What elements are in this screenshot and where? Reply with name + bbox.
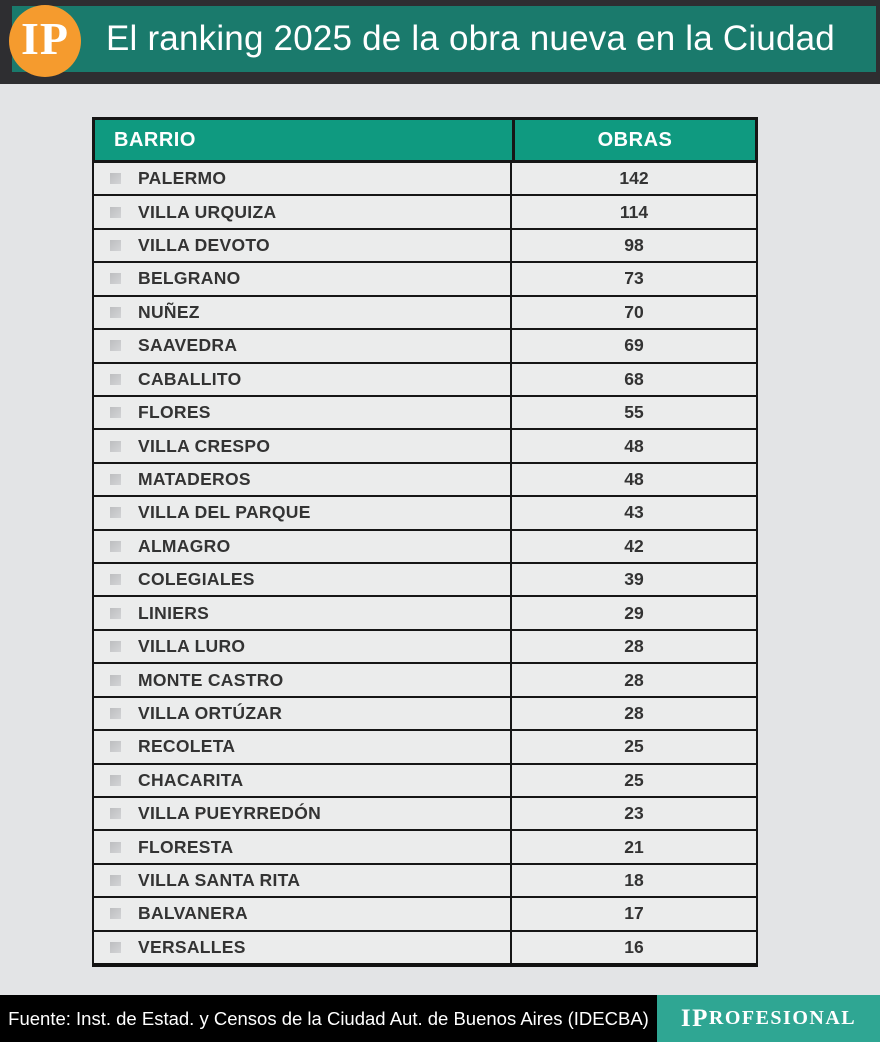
source-note: Fuente: Inst. de Estad. y Censos de la Ciudad Aut. de Buenos Aires (IDECBA)	[0, 995, 657, 1042]
barrio-cell	[94, 932, 512, 963]
square-bullet-icon	[110, 775, 121, 786]
barrio-name: RECOLETA	[138, 736, 236, 757]
obras-value: 21	[624, 836, 644, 857]
barrio-cell	[94, 196, 512, 227]
table-row	[94, 597, 756, 630]
obras-cell	[512, 798, 756, 829]
barrio-cell	[94, 497, 512, 528]
barrio-name: CHACARITA	[138, 769, 244, 790]
table-row	[94, 163, 756, 196]
barrio-name: NUÑEZ	[138, 301, 200, 322]
obras-cell	[512, 196, 756, 227]
barrio-name: BELGRANO	[138, 268, 241, 289]
obras-value: 17	[624, 903, 644, 924]
barrio-name: VILLA DEL PARQUE	[138, 502, 311, 523]
obras-value: 68	[624, 368, 644, 389]
obras-value: 73	[624, 268, 644, 289]
barrio-cell	[94, 831, 512, 862]
iprofesional-logo	[657, 995, 880, 1042]
table-row	[94, 865, 756, 898]
obras-cell	[512, 497, 756, 528]
square-bullet-icon	[110, 441, 121, 452]
column-header-barrio	[95, 120, 515, 160]
obras-cell	[512, 330, 756, 361]
barrio-name: SAAVEDRA	[138, 335, 238, 356]
barrio-name: BALVANERA	[138, 903, 248, 924]
table-row	[94, 564, 756, 597]
obras-cell	[512, 464, 756, 495]
obras-value: 28	[624, 636, 644, 657]
square-bullet-icon	[110, 541, 121, 552]
barrio-cell	[94, 230, 512, 261]
table-row	[94, 430, 756, 463]
obras-value: 28	[624, 702, 644, 723]
obras-cell	[512, 597, 756, 628]
square-bullet-icon	[110, 407, 121, 418]
obras-value: 48	[624, 435, 644, 456]
square-bullet-icon	[110, 842, 121, 853]
barrio-cell	[94, 430, 512, 461]
obras-value: 25	[624, 769, 644, 790]
barrio-cell	[94, 364, 512, 395]
column-header-obras-label: OBRAS	[597, 128, 673, 151]
ranking-table	[92, 117, 758, 967]
obras-cell	[512, 865, 756, 896]
obras-cell	[512, 163, 756, 194]
square-bullet-icon	[110, 741, 121, 752]
barrio-name: VILLA ORTÚZAR	[138, 702, 283, 723]
obras-value: 114	[619, 201, 649, 222]
table-row	[94, 297, 756, 330]
ip-logo-icon	[9, 5, 81, 77]
barrio-cell	[94, 297, 512, 328]
barrio-cell	[94, 464, 512, 495]
square-bullet-icon	[110, 240, 121, 251]
obras-cell	[512, 230, 756, 261]
obras-value: 29	[624, 602, 644, 623]
table-row	[94, 230, 756, 263]
square-bullet-icon	[110, 273, 121, 284]
square-bullet-icon	[110, 908, 121, 919]
square-bullet-icon	[110, 574, 121, 585]
barrio-name: MATADEROS	[138, 469, 251, 489]
table-row	[94, 898, 756, 931]
barrio-name: VILLA LURO	[138, 636, 246, 657]
obras-value: 43	[624, 502, 644, 523]
obras-cell	[512, 898, 756, 929]
obras-value: 55	[624, 402, 644, 423]
barrio-name: VILLA CRESPO	[138, 435, 271, 456]
iprofesional-logo-prefix: IP	[680, 1004, 709, 1032]
obras-cell	[512, 531, 756, 562]
barrio-name: VILLA PUEYRREDÓN	[138, 803, 322, 824]
table-row	[94, 831, 756, 864]
table-row	[94, 698, 756, 731]
obras-cell	[512, 564, 756, 595]
column-header-obras	[515, 120, 755, 160]
ip-logo-text: IP	[21, 13, 69, 64]
barrio-cell	[94, 531, 512, 562]
obras-cell	[512, 765, 756, 796]
obras-value: 69	[624, 335, 644, 356]
barrio-cell	[94, 765, 512, 796]
square-bullet-icon	[110, 374, 121, 385]
table-row	[94, 364, 756, 397]
obras-value: 42	[624, 535, 644, 556]
table-row	[94, 765, 756, 798]
barrio-cell	[94, 898, 512, 929]
table-header-row	[92, 117, 758, 163]
obras-cell	[512, 297, 756, 328]
square-bullet-icon	[110, 608, 121, 619]
square-bullet-icon	[110, 808, 121, 819]
barrio-cell	[94, 263, 512, 294]
obras-value: 23	[624, 803, 644, 824]
obras-value: 25	[624, 736, 644, 757]
square-bullet-icon	[110, 641, 121, 652]
table-body	[92, 163, 758, 967]
obras-cell	[512, 731, 756, 762]
barrio-name: VILLA URQUIZA	[138, 201, 277, 222]
obras-cell	[512, 664, 756, 695]
obras-value: 18	[624, 870, 644, 891]
barrio-name: ALMAGRO	[138, 535, 231, 556]
barrio-name: VILLA DEVOTO	[138, 235, 270, 256]
table-row	[94, 196, 756, 229]
barrio-name: COLEGIALES	[138, 569, 255, 590]
barrio-name: FLORES	[138, 402, 211, 423]
obras-cell	[512, 263, 756, 294]
square-bullet-icon	[110, 207, 121, 218]
table-row	[94, 330, 756, 363]
barrio-name: CABALLITO	[138, 368, 242, 389]
square-bullet-icon	[110, 675, 121, 686]
table-row	[94, 263, 756, 296]
table-row	[94, 497, 756, 530]
table-row	[94, 631, 756, 664]
barrio-name: PALERMO	[138, 168, 227, 189]
square-bullet-icon	[110, 173, 121, 184]
square-bullet-icon	[110, 708, 121, 719]
square-bullet-icon	[110, 507, 121, 518]
barrio-cell	[94, 731, 512, 762]
obras-value: 142	[619, 168, 649, 189]
obras-cell	[512, 430, 756, 461]
table-row	[94, 664, 756, 697]
barrio-name: FLORESTA	[138, 836, 234, 857]
barrio-name: LINIERS	[138, 602, 210, 623]
table-row	[94, 798, 756, 831]
page-title: El ranking 2025 de la obra nueva en la Ciudad	[106, 19, 835, 58]
barrio-name: VILLA SANTA RITA	[138, 870, 301, 891]
barrio-name: VERSALLES	[138, 936, 246, 957]
square-bullet-icon	[110, 307, 121, 318]
square-bullet-icon	[110, 474, 121, 485]
obras-cell	[512, 698, 756, 729]
table-row	[94, 731, 756, 764]
barrio-cell	[94, 698, 512, 729]
barrio-cell	[94, 330, 512, 361]
barrio-cell	[94, 798, 512, 829]
obras-cell	[512, 631, 756, 662]
barrio-cell	[94, 664, 512, 695]
obras-value: 16	[624, 936, 644, 957]
barrio-cell	[94, 397, 512, 428]
table-row	[94, 397, 756, 430]
barrio-name: MONTE CASTRO	[138, 669, 284, 690]
square-bullet-icon	[110, 875, 121, 886]
footer-bar	[0, 995, 880, 1042]
table-row	[94, 464, 756, 497]
barrio-cell	[94, 631, 512, 662]
obras-value: 98	[624, 235, 644, 256]
obras-cell	[512, 397, 756, 428]
obras-cell	[512, 364, 756, 395]
square-bullet-icon	[110, 340, 121, 351]
barrio-cell	[94, 865, 512, 896]
barrio-cell	[94, 564, 512, 595]
obras-value: 39	[624, 569, 644, 590]
column-header-barrio-label: BARRIO	[114, 128, 196, 151]
obras-value: 28	[624, 669, 644, 690]
barrio-cell	[94, 163, 512, 194]
table-row	[94, 932, 756, 963]
barrio-cell	[94, 597, 512, 628]
header-bar	[0, 0, 880, 84]
obras-cell	[512, 831, 756, 862]
iprofesional-logo-rest: ROFESIONAL	[708, 1007, 857, 1029]
obras-value: 70	[624, 301, 644, 322]
obras-value: 48	[624, 469, 644, 489]
table-row	[94, 531, 756, 564]
obras-cell	[512, 932, 756, 963]
square-bullet-icon	[110, 942, 121, 953]
